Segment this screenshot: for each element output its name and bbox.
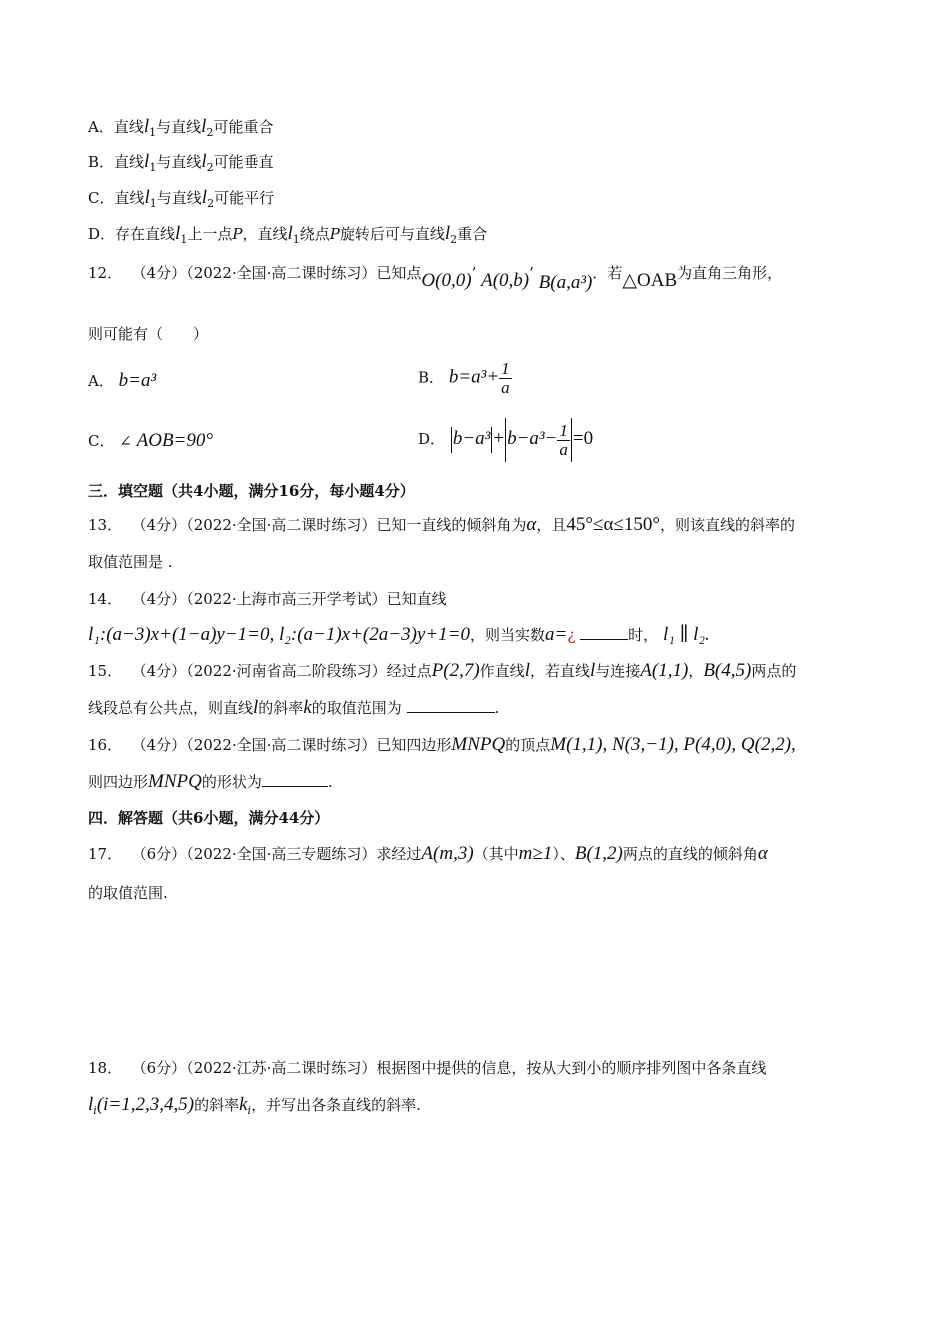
question-12-line2: 则可能有（ ） <box>88 325 209 343</box>
question-15-line2: 线段总有公共点，则直线l的斜率k的取值范围为 . <box>88 697 500 718</box>
question-14: 14． （4分）（2022·上海市高三开学考试）已知直线 <box>88 590 447 608</box>
q11-option-a: A．直线$l_1$与直线$l_2$可能重合 <box>88 116 274 139</box>
question-15: 15． （4分）（2022·河南省高二阶段练习）经过点P(2,7)作直线l，若直线l与连接A(1,1)，B(4,5)两点的 <box>88 660 797 681</box>
answer-blank[interactable] <box>262 772 328 787</box>
q11-option-b: B．直线$l_1$与直线$l_2$可能垂直 <box>88 151 274 174</box>
q12-option-c: C． ∠ AOB=90° <box>88 430 213 451</box>
question-12: 12． （4分）（2022·全国·高二课时练习）已知点O(0,0)’ A(0,b)’ B(a,a³)．若△OAB为直角三角形， <box>88 264 783 293</box>
answer-blank[interactable] <box>407 698 495 713</box>
question-17: 17． （6分）（2022·全国·高三专题练习）求经过A(m,3)（其中m≥1）、B(1,2)两点的直线的倾斜角α <box>88 843 768 864</box>
section-3-heading: 三．填空题（共4小题，满分16分，每小题4分） <box>88 482 415 500</box>
section-4-heading: 四．解答题（共6小题，满分44分） <box>88 809 330 827</box>
q12-option-b: B． b=a³+ $\frac{1}{a}$ <box>418 359 510 397</box>
q11-option-c: C．直线$l_1$与直线$l_2$可能平行 <box>88 187 275 210</box>
q12-option-a: A． b=a³ <box>88 370 157 391</box>
question-18-line2: $l_i(i=1,2,3,4,5)$的斜率$k_i$，并写出各条直线的斜率. <box>88 1094 421 1117</box>
question-13-line2: 取值范围是 . <box>88 553 173 571</box>
question-13: 13． （4分）（2022·全国·高二课时练习）已知一直线的倾斜角为α，且45°≤α≤150°，则该直线的斜率的 <box>88 514 795 535</box>
question-18: 18． （6分）（2022·江苏·高二课时练习）根据图中提供的信息，按从大到小的顺序排列图中各条直线 <box>88 1059 767 1077</box>
q11-option-d: D．存在直线$l_1$上一点P，直线$l_1$绕点P旋转后可与直线$l_2$重合 <box>88 223 488 246</box>
question-17-line2: 的取值范围. <box>88 884 168 902</box>
question-16: 16． （4分）（2022·全国·高二课时练习）已知四边形MNPQ的顶点M(1,1), N(3,−1), P(4,0), Q(2,2), <box>88 734 796 755</box>
inverted-question-glyph: ¿ <box>567 626 576 644</box>
question-16-line2: 则四边形MNPQ的形状为 . <box>88 771 333 792</box>
answer-blank[interactable] <box>580 625 628 640</box>
q12-option-d: D． b−a³ + b−a³− $\frac{1}{a}$ =0 <box>418 418 593 462</box>
question-14-line2: l₁:(a−3)x+(1−a)y−1=0, l₂:(a−1)x+(2a−3)y+1=0，则当实数a=¿ 时， l₁ ∥ l₂. <box>88 624 710 645</box>
